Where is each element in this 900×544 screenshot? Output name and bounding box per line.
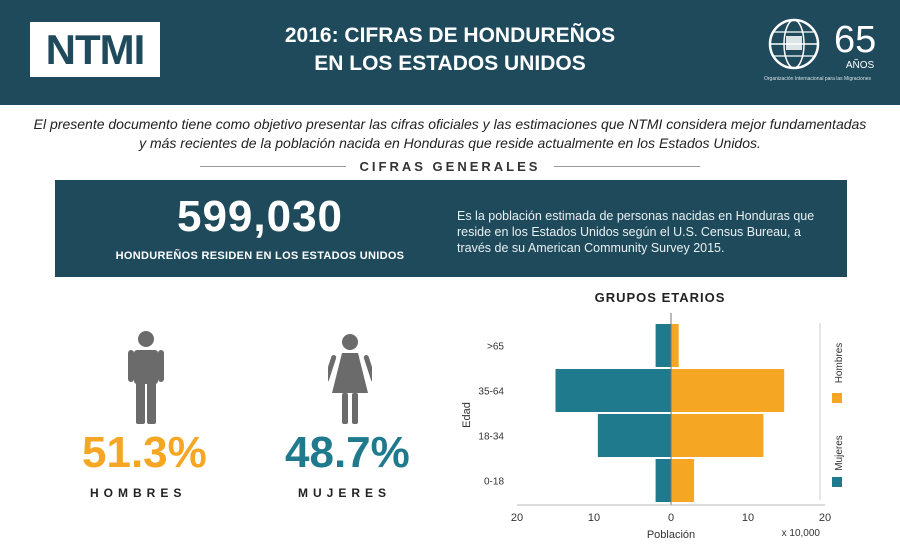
y-tick-label: 35-64 — [478, 386, 504, 398]
section-title-label: CIFRAS GENERALES — [346, 159, 555, 174]
iom-65-logo — [764, 14, 892, 84]
globe-icon — [764, 14, 892, 76]
female-person-icon — [328, 333, 372, 425]
bar-hombres-3 — [671, 459, 694, 502]
bar-mujeres-3 — [656, 459, 671, 502]
total-population: 599,030 — [176, 192, 344, 241]
bar-hombres-0 — [671, 324, 679, 367]
male-percentage: 51.3% — [82, 428, 207, 477]
bar-mujeres-2 — [598, 414, 671, 457]
male-person-icon — [126, 330, 166, 425]
title-line-1: 2016: CIFRAS DE HONDUREÑOS — [284, 24, 616, 47]
header — [0, 0, 900, 105]
legend-swatch-hombres — [832, 393, 842, 403]
chart-title: GRUPOS ETARIOS — [594, 290, 726, 305]
y-tick-label: 0-18 — [483, 476, 504, 488]
title-line-2: EN LOS ESTADOS UNIDOS — [314, 52, 586, 75]
legend-swatch-mujeres — [832, 477, 842, 487]
x-tick-label: 20 — [818, 512, 832, 524]
plot-area — [461, 313, 845, 541]
page-title — [250, 22, 650, 78]
total-caption: HONDUREÑOS RESIDEN EN LOS ESTADOS UNIDOS — [115, 250, 405, 262]
female-percentage: 48.7% — [285, 428, 410, 477]
bar-mujeres-1 — [556, 369, 672, 412]
summary-banner — [55, 180, 847, 277]
partner-logo-org: Organización Internacional para las Migraciones — [764, 76, 872, 82]
x-axis-label: Población — [646, 529, 696, 541]
y-tick-label: >65 — [487, 341, 504, 353]
banner-description: Es la población estimada de personas nacidas en Honduras que reside en los Estados Unidos según el U.S. Census Bureau, a través de su American Community Survey 2015. — [457, 209, 815, 255]
x-tick-label: 10 — [587, 512, 601, 524]
partner-logo-number: 65 — [834, 19, 877, 61]
x-tick-label: 0 — [667, 512, 675, 524]
intro-text: El presente documento tiene como objetivo presentar las cifras oficiales y las estimaciones que NTMI considera mejor fundamentadas y más recientes de la población nacida en Honduras que reside actualmente en los Estados Unidos. — [33, 116, 867, 151]
legend-label-hombres: Hombres — [834, 342, 845, 384]
x-unit-label: x 10,000 — [781, 528, 820, 539]
partner-logo-years: AÑOS — [845, 60, 875, 71]
y-tick-label: 18-34 — [478, 431, 504, 443]
bar-hombres-1 — [671, 369, 784, 412]
x-tick-label: 20 — [510, 512, 524, 524]
population-pyramid-chart — [450, 305, 880, 544]
x-tick-label: 10 — [741, 512, 755, 524]
female-label: MUJERES — [298, 486, 392, 500]
y-axis-label: Edad — [461, 402, 473, 428]
section-title — [0, 158, 900, 176]
ntmi-logo: NTMI — [30, 22, 160, 77]
male-label: HOMBRES — [90, 486, 187, 500]
legend-label-mujeres: Mujeres — [834, 435, 845, 471]
bar-mujeres-0 — [656, 324, 671, 367]
bar-hombres-2 — [671, 414, 763, 457]
